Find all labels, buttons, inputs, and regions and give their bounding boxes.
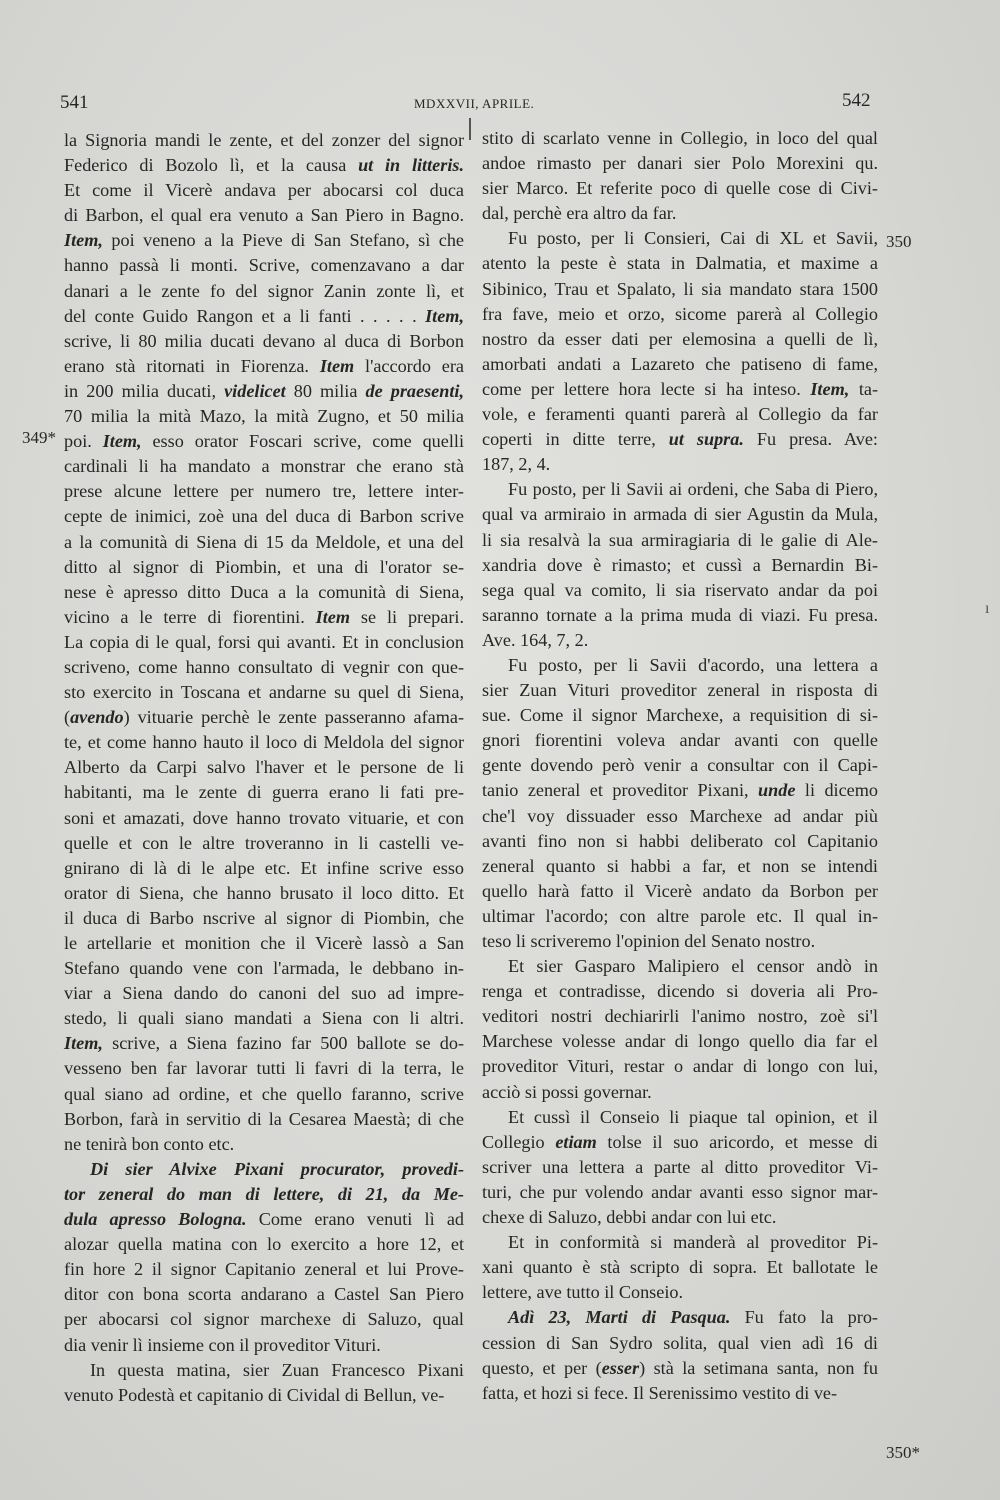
margin-note-350-star: 350* xyxy=(886,1443,920,1462)
text-line: scrive, li 80 milia ducati devano al duca di Borbon xyxy=(64,330,464,351)
text-line: fra fave, meio et orzo, sicome parerà al Collegio xyxy=(482,303,878,324)
text-line: zeneral quanto si habbi a far, et non se intendi xyxy=(482,855,878,876)
margin-mark: ı xyxy=(985,600,990,617)
text-line: Marchese volesse andar di longo quello dia far el xyxy=(482,1031,878,1052)
text-line: in 200 milia ducati, videlicet 80 milia de praesenti, xyxy=(64,380,464,401)
text-line: tor zeneral do man di lettere, di 21, da Me- xyxy=(64,1183,464,1204)
page-number-left: 541 xyxy=(60,92,89,113)
text-line: poi. Item, esso orator Foscari scrive, come quelli xyxy=(64,431,464,452)
text-line: hanno passà li monti. Scrive, comenzavano a dar xyxy=(64,255,464,276)
text-line: Borbon, farà in servitio di la Cesarea Maestà; di che xyxy=(64,1108,464,1129)
text-line: come per lettere hora lecte si ha inteso. Item, ta- xyxy=(482,378,878,399)
text-line: di Barbon, el qual era venuto a San Piero in Bagno. xyxy=(64,205,464,226)
text-line: questo, et per (esser) stà la setimana santa, non fu xyxy=(482,1357,878,1378)
text-line: Et come il Vicerè andava per abocarsi col duca xyxy=(64,180,464,201)
text-line: turi, che pur volendo andar avanti esso signor mar- xyxy=(482,1181,878,1202)
text-line: teso li scriveremo l'opinion del Senato nostro. xyxy=(482,931,816,951)
text-line: renga et contradisse, dicendo si doveria ali Pro- xyxy=(482,981,878,1002)
text-line: vole, e feramenti quanti parerà al Collegio da far xyxy=(482,404,878,425)
text-line: cardinali li ha mandato a monstrar che erano stà xyxy=(64,456,464,477)
text-line: dula apresso Bologna. Come erano venuti lì ad xyxy=(64,1209,464,1230)
text-line: viar a Siena dando do canoni del suo ad impre- xyxy=(64,983,464,1004)
column-divider xyxy=(469,118,471,140)
text-line: vesseno ben far lavorar tutti li favri di la terra, le xyxy=(64,1058,464,1079)
text-line: 70 milia la mità Mazo, la mità Zugno, et 50 milia xyxy=(64,406,464,427)
text-line: sue. Come il signor Marchexe, a requisition di si- xyxy=(482,705,878,726)
text-line: Et in conformità si manderà al proveditor Pi- xyxy=(508,1232,878,1253)
text-line: Adì 23, Marti di Pasqua. Fu fato la pro- xyxy=(508,1307,878,1328)
text-line: ditor con bona scorta andarano a Castel San Piero xyxy=(64,1284,464,1305)
text-line: Fu posto, per li Consieri, Cai di XL et Savii, xyxy=(508,228,878,249)
text-line: xandria dove è rimasto; et cussì a Bernardin Bi- xyxy=(482,554,878,575)
text-line: sier Zuan Vituri proveditor zeneral in risposta di xyxy=(482,680,878,701)
text-line: che'l voy dissuader esso Marchexe ad andar più xyxy=(482,805,878,826)
text-line: proveditor Vituri, restar o andar di longo con lui, xyxy=(482,1056,878,1077)
text-line: stito di scarlato venne in Collegio, in loco del qual xyxy=(482,128,878,148)
page-number-right: 542 xyxy=(842,90,871,111)
right-column xyxy=(482,126,878,1406)
text-line: erano stà ritornati in Fiorenza. Item l'accordo era xyxy=(64,355,464,376)
text-line: fatta, et hozi si fece. Il Serenissimo vestito di ve- xyxy=(482,1382,838,1403)
margin-note-349: 349* xyxy=(22,428,56,447)
text-line: 187, 2, 4. xyxy=(482,454,551,475)
text-line: avanti fino non si habbi deliberato col Capitanio xyxy=(482,830,878,851)
text-line: fin hore 2 il signor Capitanio zeneral et lui Prove- xyxy=(64,1259,464,1280)
text-line: vicino a le terre di fiorentini. Item se li prepari. xyxy=(64,606,464,627)
text-line: acciò si possi governar. xyxy=(482,1081,652,1102)
text-line: prese alcune lettere per numero tre, lettere inter- xyxy=(64,481,464,502)
text-line: (avendo) vituarie perchè le zente passeranno afama- xyxy=(64,707,464,728)
text-line: ne tenirà bon conto etc. xyxy=(64,1133,235,1154)
text-line: habitanti, ma le zente di guerra erano li fati pre- xyxy=(64,782,464,803)
text-line: Item, poi veneno a la Pieve di San Stefano, sì che xyxy=(64,230,464,251)
text-line: del conte Guido Rangon et a li fanti . . . . . Item, xyxy=(64,305,464,326)
text-line: il duca di Barbo nscrive al signor di Piombin, che xyxy=(64,907,464,928)
text-line: lettere, ave tutto il Conseio. xyxy=(482,1282,684,1303)
text-line: qual siano ad ordine, et che quello faranno, scrive xyxy=(64,1083,464,1104)
text-line: cepte de inimici, zoè una del duca di Barbon scrive xyxy=(64,506,464,527)
text-line: La copia di le qual, forsi qui avanti. Et in conclusion xyxy=(64,631,464,652)
text-line: dia venir lì insieme con il proveditor Vituri. xyxy=(64,1334,381,1355)
text-line: quelle et con le altre troveranno in li castelli ve- xyxy=(64,832,464,853)
text-line: coperti in ditte terre, ut supra. Fu presa. Ave: xyxy=(482,429,878,450)
text-line: scriver una lettera a parte al ditto proveditor Vi- xyxy=(482,1156,878,1177)
text-line: tanio zeneral et proveditor Pixani, unde li dicemo xyxy=(482,780,878,801)
text-line: venuto Podestà et capitanio di Cividal di Bellun, ve- xyxy=(64,1384,445,1405)
text-line: sto exercito in Toscana et andarne su quel di Siena, xyxy=(64,682,464,703)
text-line: amorbati andati a Lazareto che patiseno di fame, xyxy=(482,353,878,374)
text-line: ultimar l'acordo; con altre parole etc. Il qual in- xyxy=(482,905,878,926)
text-line: qual va armiraio in armada di sier Agustin da Mula, xyxy=(482,504,878,525)
text-line: li sia resalvà la sua armiragiaria di le galie di Ale- xyxy=(482,529,878,550)
text-line: Di sier Alvixe Pixani procurator, provedi- xyxy=(90,1158,464,1179)
text-line: Collegio etiam tolse il suo aricordo, et messe di xyxy=(482,1131,878,1152)
text-line: Stefano quando vene con l'armada, le debbano in- xyxy=(64,958,464,979)
text-line: nese è apresso ditto Duca a la comunità di Siena, xyxy=(64,581,464,602)
text-line: gnirano di là di le alpe etc. Et infine scrive esso xyxy=(64,857,464,878)
page-header xyxy=(0,92,1000,122)
text-line: ditto al signor di Piombin, et una di l'orator se- xyxy=(64,556,464,577)
text-line: gnori fiorentini voleva andar avanti con quelle xyxy=(482,730,878,751)
text-line: In questa matina, sier Zuan Francesco Pixani xyxy=(90,1359,464,1380)
text-line: gente dovendo però venir a consultar con il Capi- xyxy=(482,755,878,776)
text-line: la Signoria mandi le zente, et del zonzer del signor xyxy=(64,130,464,150)
text-line: soni et amazati, dove hanno trovato vituarie, et con xyxy=(64,807,464,828)
text-line: sier Marco. Et referite poco di quelle cose di Civi- xyxy=(482,178,878,199)
text-line: saranno tornate a la prima muda di viazi. Fu presa. xyxy=(482,604,878,625)
running-title: MDXXVII, APRILE. xyxy=(414,96,535,111)
text-line: stedo, li quali siano mandati a Siena con li altri. xyxy=(64,1008,464,1029)
text-line: atento la peste è stata in Dalmatia, et maxime a xyxy=(482,253,878,274)
text-line: orator di Siena, che hanno brusato il loco ditto. Et xyxy=(64,882,464,903)
text-line: quello harà fatto il Vicerè andato da Borbon per xyxy=(482,880,878,901)
text-line: Federico di Bozolo lì, et la causa ut in litteris. xyxy=(64,155,464,176)
text-line: Ave. 164, 7, 2. xyxy=(482,629,589,650)
text-line: nostro da esser dati per elemosina a quelli de lì, xyxy=(482,328,878,349)
text-line: Fu posto, per li Savii ai ordeni, che Saba di Piero, xyxy=(508,479,878,500)
text-line: alozar quella matina con lo exercito a hore 12, et xyxy=(64,1234,464,1255)
text-line: per abocarsi col signor marchexe di Saluzo, qual xyxy=(64,1309,464,1330)
margin-note-350: 350 xyxy=(886,232,912,251)
left-column xyxy=(64,128,464,1408)
text-line: Et cussì il Conseio li piaque tal opinion, et il xyxy=(508,1106,878,1127)
text-line: Item, scrive, a Siena fazino far 500 ballote se do- xyxy=(64,1033,464,1054)
text-line: sega qual va comito, li sia riservato andar da poi xyxy=(482,579,878,600)
text-line: a la comunità di Siena di 15 da Meldole, et una del xyxy=(64,531,464,552)
text-line: andoe rimasto per danari sier Polo Morexini qu. xyxy=(482,153,878,174)
text-line: le artellarie et monition che il Vicerè lassò a San xyxy=(64,933,464,953)
text-line: chexe di Saluzo, debbi andar con lui etc. xyxy=(482,1207,777,1228)
text-line: xani quanto è stà scripto di sopra. Et ballotate le xyxy=(482,1257,878,1278)
text-line: te, et come hanno hauto il loco di Meldola del signor xyxy=(64,732,464,753)
text-line: scriveno, come hanno consultato di vegnir con que- xyxy=(64,656,464,677)
text-line: veditori nostri dechiarirli l'animo nostro, zoè si'l xyxy=(482,1006,878,1027)
text-line: Et sier Gasparo Malipiero el censor andò in xyxy=(508,956,878,977)
text-line: Alberto da Carpi salvo l'haver et le persone de li xyxy=(64,757,464,778)
text-line: dal, perchè era altro da far. xyxy=(482,203,677,224)
text-line: cession di San Sydro solita, qual vien adì 16 di xyxy=(482,1332,878,1353)
text-line: Sibinico, Trau et Spalato, li sia mandato stara 1500 xyxy=(482,278,878,299)
text-line: Fu posto, per li Savii d'acordo, una lettera a xyxy=(508,654,878,675)
text-line: danari a le zente fo del signor Zanin zonte lì, et xyxy=(64,280,464,301)
